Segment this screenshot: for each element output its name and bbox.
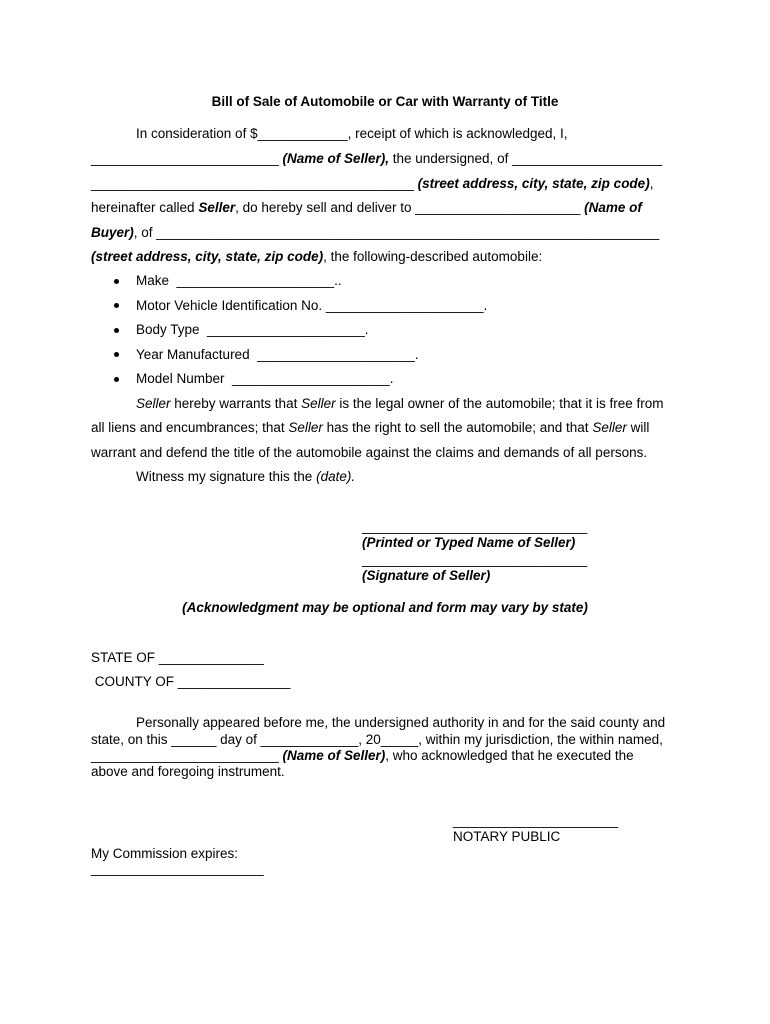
state-field: STATE OF ______________ [91,650,264,665]
notary-public-label: NOTARY PUBLIC [453,829,561,844]
bullet-icon [113,372,121,380]
bullet-icon [113,298,121,306]
warranty-line-2: all liens and encumbrances; that Seller has the right to sell the automobile; and that Seller will [91,420,650,435]
signature-label: (Signature of Seller) [362,568,491,583]
list-item-model: Model Number _____________________. [136,371,394,386]
notary-paragraph-line-1: Personally appeared before me, the undersigned authority in and for the said county and [136,715,666,730]
seller-name-line: _________________________ (Name of Seller), the undersigned, of ____________________ [91,151,663,166]
automobile-intro-line: (street address, city, state, zip code), the following-described automobile: [91,249,543,264]
notary-signature-line: ______________________ [453,813,619,828]
witness-line: Witness my signature this the (date). [136,469,356,484]
printed-name-label: (Printed or Typed Name of Seller) [362,535,576,550]
commission-expires-label: My Commission expires: [91,846,239,861]
bullet-icon [113,274,121,282]
warranty-line-1: Seller hereby warrants that Seller is the legal owner of the automobile; that it is free from [136,396,664,411]
commission-expires-line: _______________________ [91,861,264,876]
notary-paragraph-line-4: above and foregoing instrument. [91,764,285,779]
seller-address-line: ___________________________________________ (street address, city, state, zip code), [91,176,654,191]
county-field: COUNTY OF _______________ [91,674,291,689]
list-item-vin: Motor Vehicle Identification No. _____________________. [136,298,488,313]
warranty-line-3: warrant and defend the title of the automobile against the claims and demands of all persons. [91,445,648,460]
signature-line: ______________________________ [362,552,588,567]
document-title: Bill of Sale of Automobile or Car with Warranty of Title [211,94,559,109]
bullet-icon [113,323,121,331]
consideration-line: In consideration of $____________, receipt of which is acknowledged, I, [136,126,568,141]
buyer-name-line: hereinafter called Seller, do hereby sell and deliver to ______________________ (Name of [91,200,642,215]
buyer-address-line: Buyer), of ___________________________________________________________________ [91,225,660,240]
acknowledgment-note: (Acknowledgment may be optional and form may vary by state) [182,600,588,615]
list-item-body-type: Body Type _____________________. [136,322,369,337]
printed-name-signature-line: ______________________________ [362,519,588,534]
notary-paragraph-line-3: _________________________ (Name of Seller), who acknowledged that he executed the [91,748,634,763]
list-item-make: Make _____________________.. [136,273,342,288]
bullet-icon [113,347,121,355]
notary-paragraph-line-2: state, on this ______ day of _____________, 20_____, within my jurisdiction, the within named, [91,732,663,747]
list-item-year: Year Manufactured _____________________. [136,347,419,362]
